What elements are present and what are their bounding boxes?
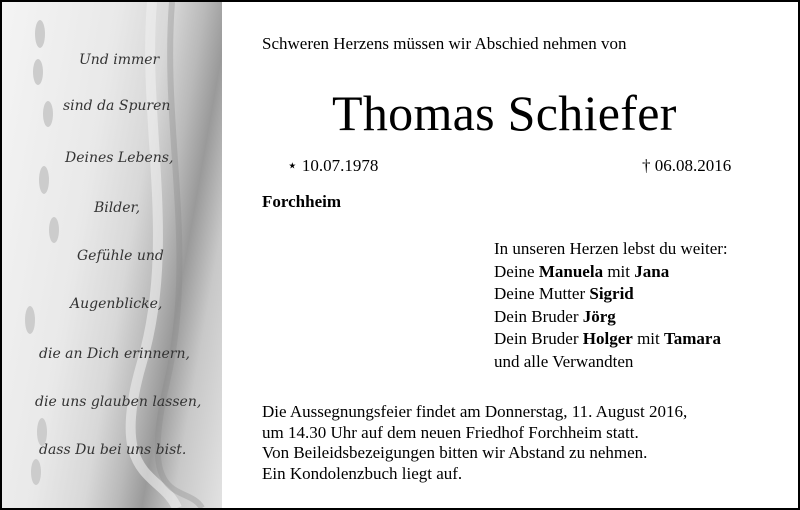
mourner-line: Deine Manuela mit Jana <box>494 261 670 281</box>
poem-line: Augenblicke, <box>70 296 163 312</box>
poem-line: Bilder, <box>94 200 141 216</box>
funeral-notice <box>262 402 687 484</box>
poem-line: sind da Spuren <box>63 98 171 114</box>
poem-line: Deines Lebens, <box>65 150 174 166</box>
obituary-text <box>232 2 792 508</box>
intro-text: Schweren Herzens müssen wir Abschied nehmen von <box>262 34 627 53</box>
mourners-list <box>494 238 728 373</box>
notice-line: Von Beileidsbezeigungen bitten wir Abstand zu nehmen. <box>262 443 648 462</box>
poem-line: die an Dich erinnern, <box>39 346 190 362</box>
beach-footprints-image <box>2 2 222 508</box>
death-date: † 06.08.2016 <box>642 156 732 175</box>
mourner-line: Deine Mutter Sigrid <box>494 284 634 303</box>
poem-line: dass Du bei uns bist. <box>39 442 187 458</box>
mourner-line: Dein Bruder Holger mit Tamara <box>494 329 721 348</box>
place: Forchheim <box>262 192 342 211</box>
birth-date: ⋆ 10.07.1978 <box>287 156 379 175</box>
notice-line: Ein Kondolenzbuch liegt auf. <box>262 463 463 483</box>
notice-line: Die Aussegnungsfeier findet am Donnerstag, 11. August 2016, <box>262 402 688 421</box>
mourner-line: Dein Bruder Jörg <box>494 306 616 326</box>
mourners-heading: In unseren Herzen lebst du weiter: <box>494 239 728 258</box>
mourner-line: und alle Verwandten <box>494 351 634 371</box>
notice-line: um 14.30 Uhr auf dem neuen Friedhof Forchheim statt. <box>262 422 639 442</box>
poem-line: Und immer <box>79 52 160 68</box>
poem-line: die uns glauben lassen, <box>35 394 202 410</box>
poem-line: Gefühle und <box>77 248 164 264</box>
deceased-name: Thomas Schiefer <box>332 85 677 141</box>
